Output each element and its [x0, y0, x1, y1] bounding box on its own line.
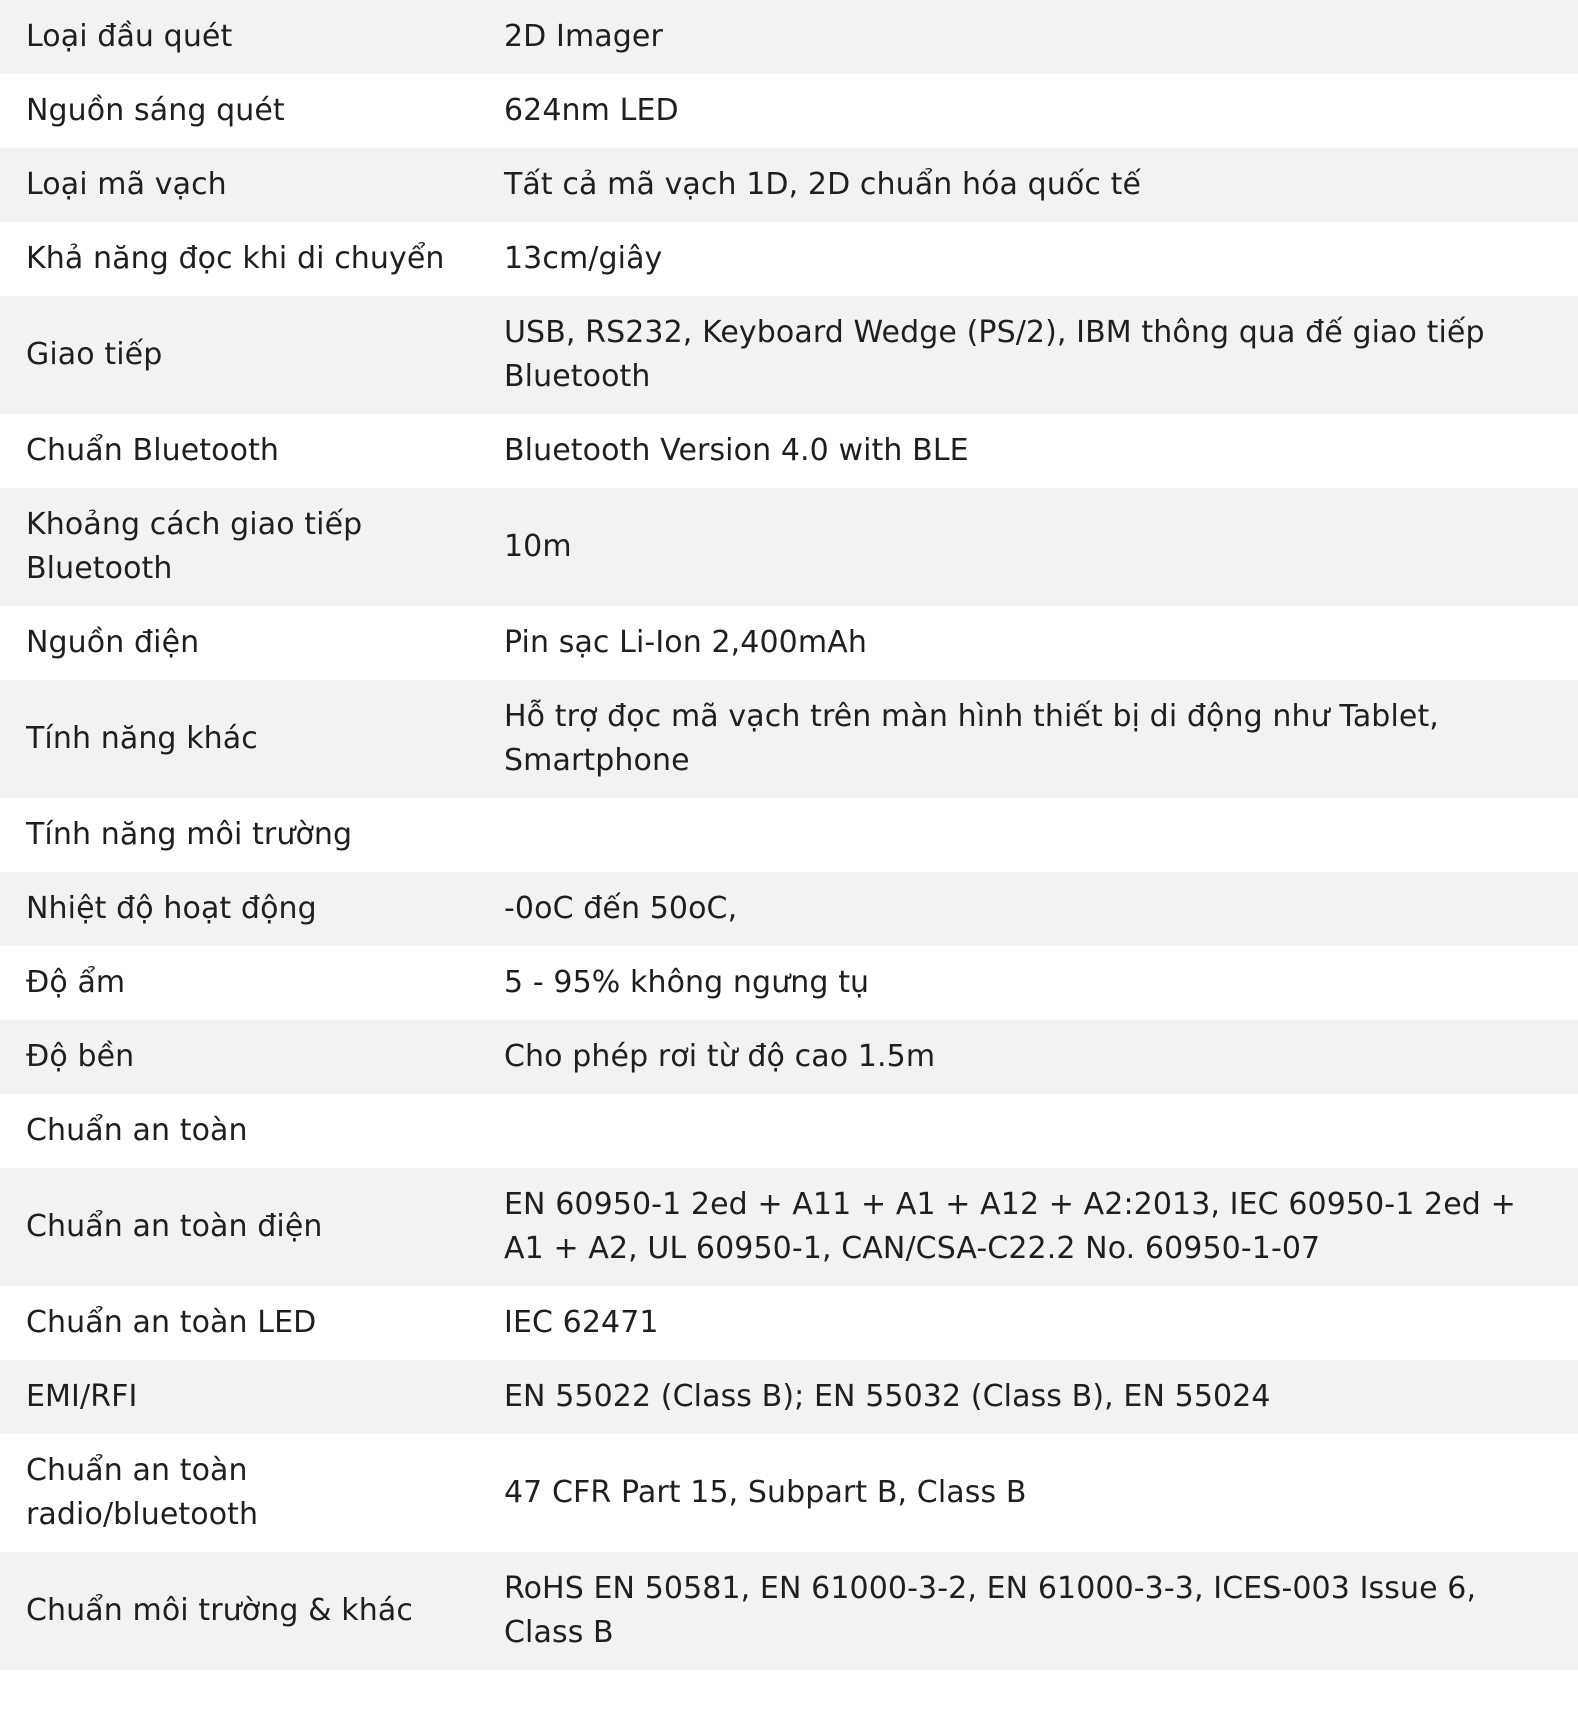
- spec-value: Hỗ trợ đọc mã vạch trên màn hình thiết bị di động như Tablet, Smartphone: [504, 699, 1439, 778]
- spec-value: 13cm/giây: [504, 241, 663, 276]
- spec-row: [0, 0, 1578, 74]
- spec-value: 624nm LED: [504, 93, 679, 128]
- spec-row: [0, 1552, 1578, 1670]
- spec-value: Bluetooth Version 4.0 with BLE: [504, 433, 969, 468]
- spec-value: Pin sạc Li-Ion 2,400mAh: [504, 625, 867, 660]
- spec-value: 47 CFR Part 15, Subpart B, Class B: [504, 1475, 1027, 1510]
- spec-row: [0, 946, 1578, 1020]
- spec-label: Nhiệt độ hoạt động: [26, 891, 317, 926]
- spec-value: -0oC đến 50oC,: [504, 891, 738, 926]
- spec-label: Tính năng khác: [26, 721, 258, 756]
- spec-label: Độ ẩm: [26, 965, 126, 1000]
- spec-section-label: Tính năng môi trường: [26, 817, 353, 852]
- spec-label: Chuẩn môi trường & khác: [26, 1593, 413, 1628]
- spec-row: [0, 222, 1578, 296]
- spec-section-row: [0, 798, 1578, 872]
- spec-row: [0, 872, 1578, 946]
- spec-value: [478, 1094, 1578, 1168]
- spec-value: USB, RS232, Keyboard Wedge (PS/2), IBM thông qua đế giao tiếp Bluetooth: [504, 315, 1485, 394]
- spec-value: IEC 62471: [504, 1305, 659, 1340]
- spec-section-row: [0, 1094, 1578, 1168]
- spec-label: Giao tiếp: [26, 337, 163, 372]
- spec-label: Chuẩn Bluetooth: [26, 433, 280, 468]
- spec-label: Khả năng đọc khi di chuyển: [26, 241, 445, 276]
- spec-row: [0, 1434, 1578, 1552]
- spec-label: Nguồn sáng quét: [26, 93, 285, 128]
- spec-row: [0, 680, 1578, 798]
- spec-row: [0, 414, 1578, 488]
- spec-value: RoHS EN 50581, EN 61000-3-2, EN 61000-3-3, ICES-003 Issue 6, Class B: [504, 1571, 1477, 1650]
- spec-row: [0, 1360, 1578, 1434]
- spec-row: [0, 1286, 1578, 1360]
- spec-label: Chuẩn an toàn radio/bluetooth: [26, 1453, 259, 1532]
- spec-value: Cho phép rơi từ độ cao 1.5m: [504, 1039, 936, 1074]
- spec-value: EN 60950-1 2ed + A11 + A1 + A12 + A2:2013, IEC 60950-1 2ed + A1 + A2, UL 60950-1, CAN/CSA-C22.2 No. 60950-1-07: [504, 1187, 1516, 1266]
- spec-row: [0, 1020, 1578, 1094]
- spec-value: 2D Imager: [504, 19, 663, 54]
- spec-row: [0, 1168, 1578, 1286]
- spec-label: EMI/RFI: [26, 1379, 138, 1414]
- spec-label: Khoảng cách giao tiếp Bluetooth: [26, 507, 363, 586]
- spec-section-label: Chuẩn an toàn: [26, 1113, 248, 1148]
- spec-value: Tất cả mã vạch 1D, 2D chuẩn hóa quốc tế: [504, 167, 1142, 202]
- spec-label: Loại mã vạch: [26, 167, 227, 202]
- spec-label: Nguồn điện: [26, 625, 200, 660]
- spec-label: Loại đầu quét: [26, 19, 233, 54]
- spec-row: [0, 74, 1578, 148]
- spec-value: 5 - 95% không ngưng tụ: [504, 965, 870, 1000]
- spec-row: [0, 296, 1578, 414]
- spec-label: Độ bền: [26, 1039, 135, 1074]
- spec-label: Chuẩn an toàn điện: [26, 1209, 323, 1244]
- spec-row: [0, 148, 1578, 222]
- spec-value: [478, 798, 1578, 872]
- spec-value: EN 55022 (Class B); EN 55032 (Class B), EN 55024: [504, 1379, 1271, 1414]
- spec-label: Chuẩn an toàn LED: [26, 1305, 317, 1340]
- spec-row: [0, 606, 1578, 680]
- spec-value: 10m: [504, 529, 572, 564]
- spec-row: [0, 488, 1578, 606]
